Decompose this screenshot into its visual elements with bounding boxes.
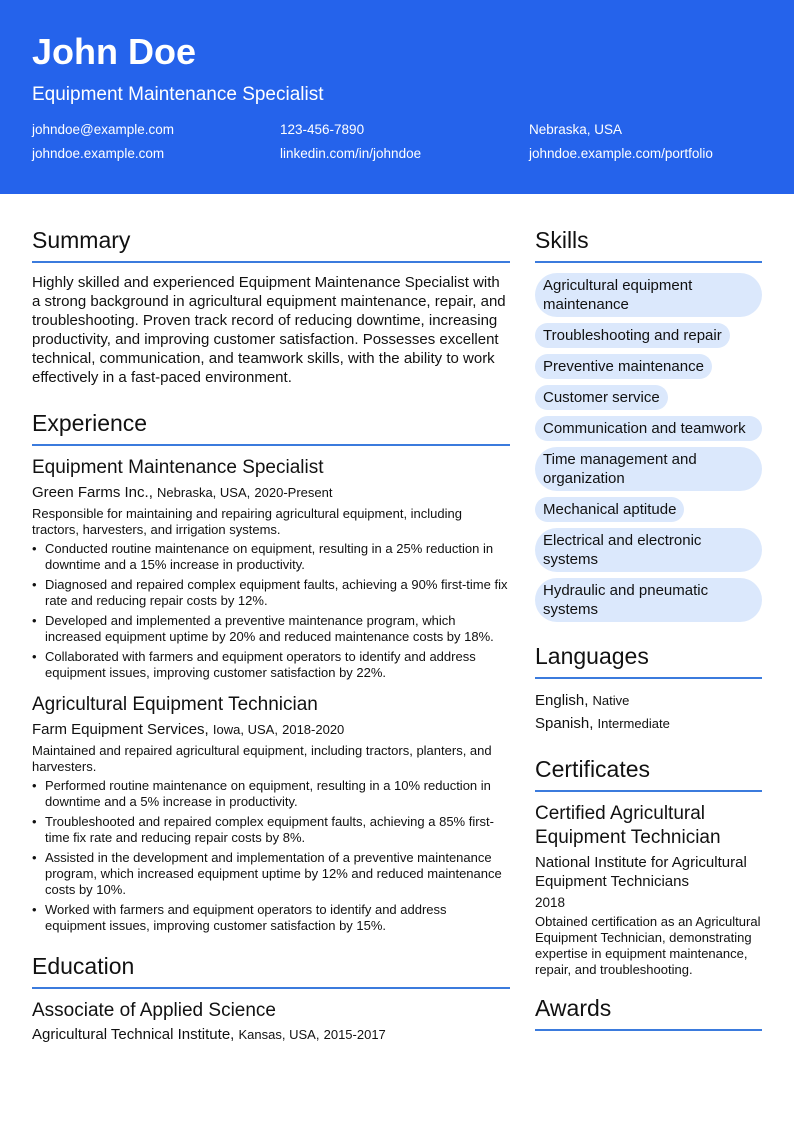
job-bullet: • Diagnosed and repaired complex equipment faults, achieving a 90% first-time fix rate and reducing repair costs by 12%. — [32, 577, 510, 609]
side-column — [535, 226, 762, 1041]
job-bullet: • Collaborated with farmers and equipment operators to identify and address equipment issues, improving customer satisfaction by 22%. — [32, 649, 510, 681]
job-dates: 2018-2020 — [282, 722, 345, 737]
job-meta — [32, 483, 510, 503]
main-column — [32, 226, 510, 1048]
job-title: Agricultural Equipment Technician — [32, 694, 318, 715]
school-name: Agricultural Technical Institute, — [32, 1026, 235, 1043]
languages-list — [535, 689, 762, 735]
job-bullet: • Developed and implemented a preventive maintenance program, which increased equipment uptime by 20% and reduced maintenance costs by 18%. — [32, 613, 510, 645]
languages-heading: Languages — [535, 642, 762, 679]
job-description: Responsible for maintaining and repairing agricultural equipment, including tractors, harvesters, and irrigation systems. — [32, 506, 462, 537]
language-item — [535, 689, 762, 712]
job-entry — [32, 456, 510, 681]
education-meta — [32, 1025, 510, 1045]
job-bullet: • Performed routine maintenance on equipment, resulting in a 10% reduction in downtime and a 5% increase in productivity. — [32, 778, 510, 810]
job-bullet: • Assisted in the development and implementation of a preventive maintenance program, which increased equipment uptime by 12% and reduced maintenance costs by 10%. — [32, 850, 510, 898]
certificate-description: Obtained certification as an Agricultural Equipment Technician, demonstrating expertise in equipment maintenance, repair, and troubleshooting. — [535, 914, 761, 977]
summary-heading: Summary — [32, 226, 510, 263]
language-name: English, — [535, 692, 589, 709]
skill-tag: Hydraulic and pneumatic systems — [535, 578, 762, 622]
job-company: Farm Equipment Services, — [32, 721, 209, 738]
phone-number[interactable]: 123-456-7890 — [280, 122, 365, 137]
skill-tag: Preventive maintenance — [535, 354, 712, 379]
email-link[interactable]: johndoe@example.com — [32, 122, 175, 137]
job-bullet: • Troubleshooted and repaired complex equipment faults, achieving a 85% first-time fix rate and reducing repair costs by 8%. — [32, 814, 510, 846]
skill-tag: Agricultural equipment maintenance — [535, 273, 762, 317]
resume-header — [0, 0, 794, 194]
website-link[interactable]: johndoe.example.com — [32, 146, 165, 161]
education-heading: Education — [32, 952, 510, 989]
skill-tag: Electrical and electronic systems — [535, 528, 762, 572]
certificates-heading: Certificates — [535, 755, 762, 792]
job-bullets — [32, 541, 510, 681]
experience-heading: Experience — [32, 409, 510, 446]
job-location: Iowa, USA, — [212, 722, 278, 737]
candidate-name: John Doe — [32, 31, 197, 72]
school-location: Kansas, USA, — [238, 1027, 320, 1042]
certificate-issuer: National Institute for Agricultural Equipment Technicians — [535, 854, 747, 890]
job-dates: 2020-Present — [254, 485, 333, 500]
skill-tag: Customer service — [535, 385, 668, 410]
candidate-title: Equipment Maintenance Specialist — [32, 84, 324, 105]
certificate-year: 2018 — [535, 895, 566, 910]
location-text: Nebraska, USA — [529, 122, 623, 137]
summary-text: Highly skilled and experienced Equipment Maintenance Specialist with a strong background in agricultural equipment maintenance, repair, and troubleshooting. Proven track record of reducing downtime, increasing productivity, and improving customer satisfaction. Possesses excellent technical, communication, and teamwork skills, with the ability to work effectively in a fast-paced environment. — [32, 274, 506, 386]
skills-list — [535, 273, 762, 628]
degree-title: Associate of Applied Science — [32, 1000, 276, 1021]
certificate-entry — [535, 802, 762, 978]
job-bullet: • Worked with farmers and equipment operators to identify and address equipment issues, improving customer satisfaction by 15%. — [32, 902, 510, 934]
job-entry — [32, 693, 510, 934]
job-company: Green Farms Inc., — [32, 484, 153, 501]
language-item — [535, 712, 762, 735]
job-description: Maintained and repaired agricultural equipment, including tractors, planters, and harvesters. — [32, 743, 492, 774]
job-bullet: • Conducted routine maintenance on equipment, resulting in a 25% reduction in downtime and a 15% increase in productivity. — [32, 541, 510, 573]
skill-tag: Troubleshooting and repair — [535, 323, 730, 348]
skill-tag: Time management and organization — [535, 447, 762, 491]
job-title: Equipment Maintenance Specialist — [32, 457, 324, 478]
language-name: Spanish, — [535, 715, 594, 732]
job-location: Nebraska, USA, — [157, 485, 251, 500]
awards-heading: Awards — [535, 994, 762, 1031]
portfolio-link[interactable]: johndoe.example.com/portfolio — [529, 146, 713, 161]
language-level: Native — [592, 693, 630, 708]
skills-heading: Skills — [535, 226, 762, 263]
skill-tag: Communication and teamwork — [535, 416, 762, 441]
job-meta — [32, 720, 510, 740]
language-level: Intermediate — [597, 716, 670, 731]
education-dates: 2015-2017 — [323, 1027, 386, 1042]
job-bullets — [32, 778, 510, 934]
linkedin-link[interactable]: linkedin.com/in/johndoe — [280, 146, 422, 161]
skill-tag: Mechanical aptitude — [535, 497, 684, 522]
certificate-title: Certified Agricultural Equipment Technician — [535, 803, 721, 848]
